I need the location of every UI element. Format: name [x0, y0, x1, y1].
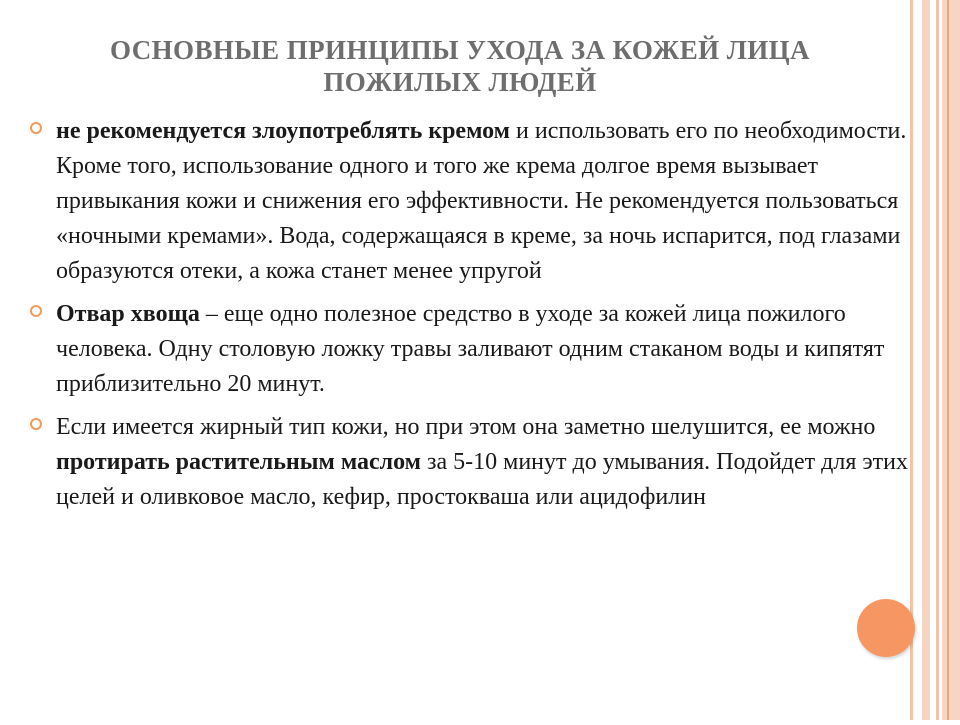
bullet-item [30, 114, 910, 289]
decorative-orange-circle [857, 599, 915, 657]
bullet-item [30, 410, 910, 515]
bullet-ring-icon [30, 122, 42, 134]
bullet-ring-icon [30, 305, 42, 317]
bullet-item [30, 297, 910, 402]
stripe [922, 0, 930, 720]
bullet-text-bold: протирать растительным маслом [56, 449, 422, 475]
bullet-text-bold: Отвар хвоща [56, 301, 200, 327]
bullet-text: и использовать его по необходимости. Кроме того, использование одного и того же крема долгое время вызывает привыкания кожи и снижения его эффективности. Не рекомендуется пользоваться «ночными кремами». Вода, содержащаяся в креме, за ночь испарится, под глазами образуются отеки, а кожа станет менее упругой [56, 118, 907, 284]
bullet-text: Если имеется жирный тип кожи, но при этом она заметно шелушится, ее можно [56, 414, 876, 440]
stripe [947, 0, 949, 720]
slide-title: ОСНОВНЫЕ ПРИНЦИПЫ УХОДА ЗА КОЖЕЙ ЛИЦА ПОЖИЛЫХ ЛЮДЕЙ [110, 35, 810, 97]
bullet-text-bold: не рекомендуется злоупотреблять кремом [56, 118, 517, 144]
stripe [936, 0, 939, 720]
stripe [942, 0, 960, 720]
bullet-ring-icon [30, 418, 42, 430]
bullet-text: за 5-10 минут до умывания. Подойдет для этих целей и оливковое масло, кефир, простокваша или ацидофилин [56, 449, 909, 510]
bullet-text: – еще одно полезное средство в уходе за кожей лица пожилого человека. Одну столовую ложку травы заливают одним стаканом воды и кипятят приблизительно 20 минут. [56, 301, 885, 397]
decorative-stripes [910, 0, 960, 720]
stripes-graphic [910, 0, 960, 720]
bullet-list [30, 114, 910, 515]
